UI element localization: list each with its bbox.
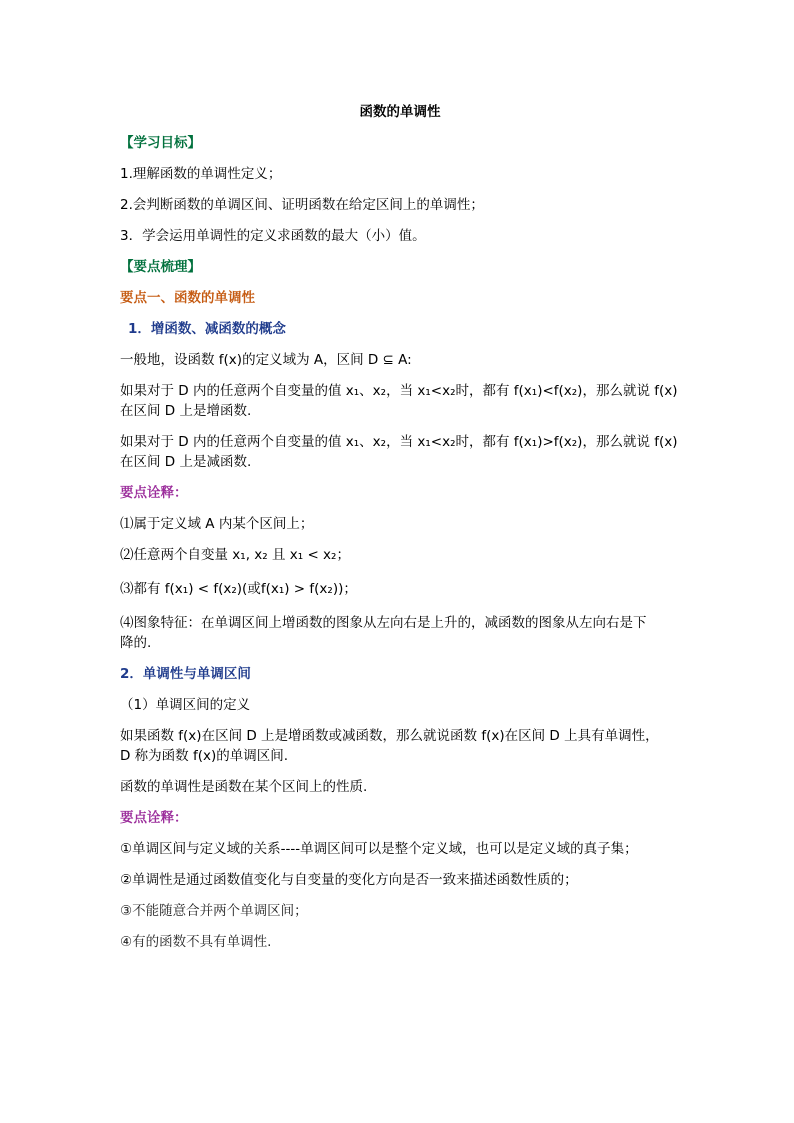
section-key-points: 【要点梳理】 <box>120 259 201 275</box>
goal-item-3: 3．学会运用单调性的定义求函数的最大（小）值。 <box>120 228 426 244</box>
paragraph-decrease-line2: 在区间 D 上是减函数. <box>120 454 252 470</box>
paragraph-interval-line1: 如果函数 f(x)在区间 D 上是增函数或减函数，那么就说函数 f(x)在区间 D 上具有单调性， <box>120 728 659 744</box>
page-title: 函数的单调性 <box>359 104 441 120</box>
explain2-item-4: ④有的函数不具有单调性. <box>120 934 272 950</box>
paragraph-interval-line2: D 称为函数 f(x)的单调区间. <box>120 748 289 764</box>
paragraph-increase-line2: 在区间 D 上是增函数. <box>120 403 252 419</box>
explain-label-2: 要点诠释： <box>120 810 188 826</box>
explain2-item-1: ①单调区间与定义域的关系----单调区间可以是整个定义域，也可以是定义域的真子集； <box>120 841 638 857</box>
point1-heading: 要点一、函数的单调性 <box>120 290 255 306</box>
sub2-item-1: （1）单调区间的定义 <box>120 697 251 713</box>
explain1-item-2: ⑵任意两个自变量 x₁, x₂ 且 x₁ < x₂； <box>120 547 350 563</box>
explain2-item-3: ③不能随意合并两个单调区间； <box>120 903 308 919</box>
section-learning-goals: 【学习目标】 <box>120 135 201 151</box>
sub1-heading: 1．增函数、减函数的概念 <box>128 321 286 337</box>
paragraph-general: 一般地，设函数 f(x)的定义域为 A，区间 D ⊆ A: <box>120 352 412 368</box>
explain1-item-4: ⑷图象特征：在单调区间上增函数的图象从左向右是上升的，减函数的图象从左向右是下 <box>120 615 647 631</box>
explain1-item-5: 降的. <box>120 635 152 651</box>
explain1-item-1: ⑴属于定义域 A 内某个区间上； <box>120 516 314 532</box>
explain-label-1: 要点诠释： <box>120 485 188 501</box>
goal-item-2: 2.会判断函数的单调区间、证明函数在给定区间上的单调性； <box>120 197 484 213</box>
paragraph-property: 函数的单调性是函数在某个区间上的性质. <box>120 779 368 795</box>
document-page <box>120 102 680 963</box>
sub2-heading: 2．单调性与单调区间 <box>120 666 251 682</box>
paragraph-decrease-line1: 如果对于 D 内的任意两个自变量的值 x₁、x₂，当 x₁<x₂时，都有 f(x₁)>f(x₂)，那么就说 f(x) <box>120 434 678 450</box>
goal-item-1: 1.理解函数的单调性定义； <box>120 166 282 182</box>
paragraph-increase-line1: 如果对于 D 内的任意两个自变量的值 x₁、x₂，当 x₁<x₂时，都有 f(x₁)<f(x₂)，那么就说 f(x) <box>120 383 678 399</box>
explain1-item-3: ⑶都有 f(x₁) < f(x₂)(或f(x₁) > f(x₂))； <box>120 581 357 597</box>
explain2-item-2: ②单调性是通过函数值变化与自变量的变化方向是否一致来描述函数性质的； <box>120 872 578 888</box>
